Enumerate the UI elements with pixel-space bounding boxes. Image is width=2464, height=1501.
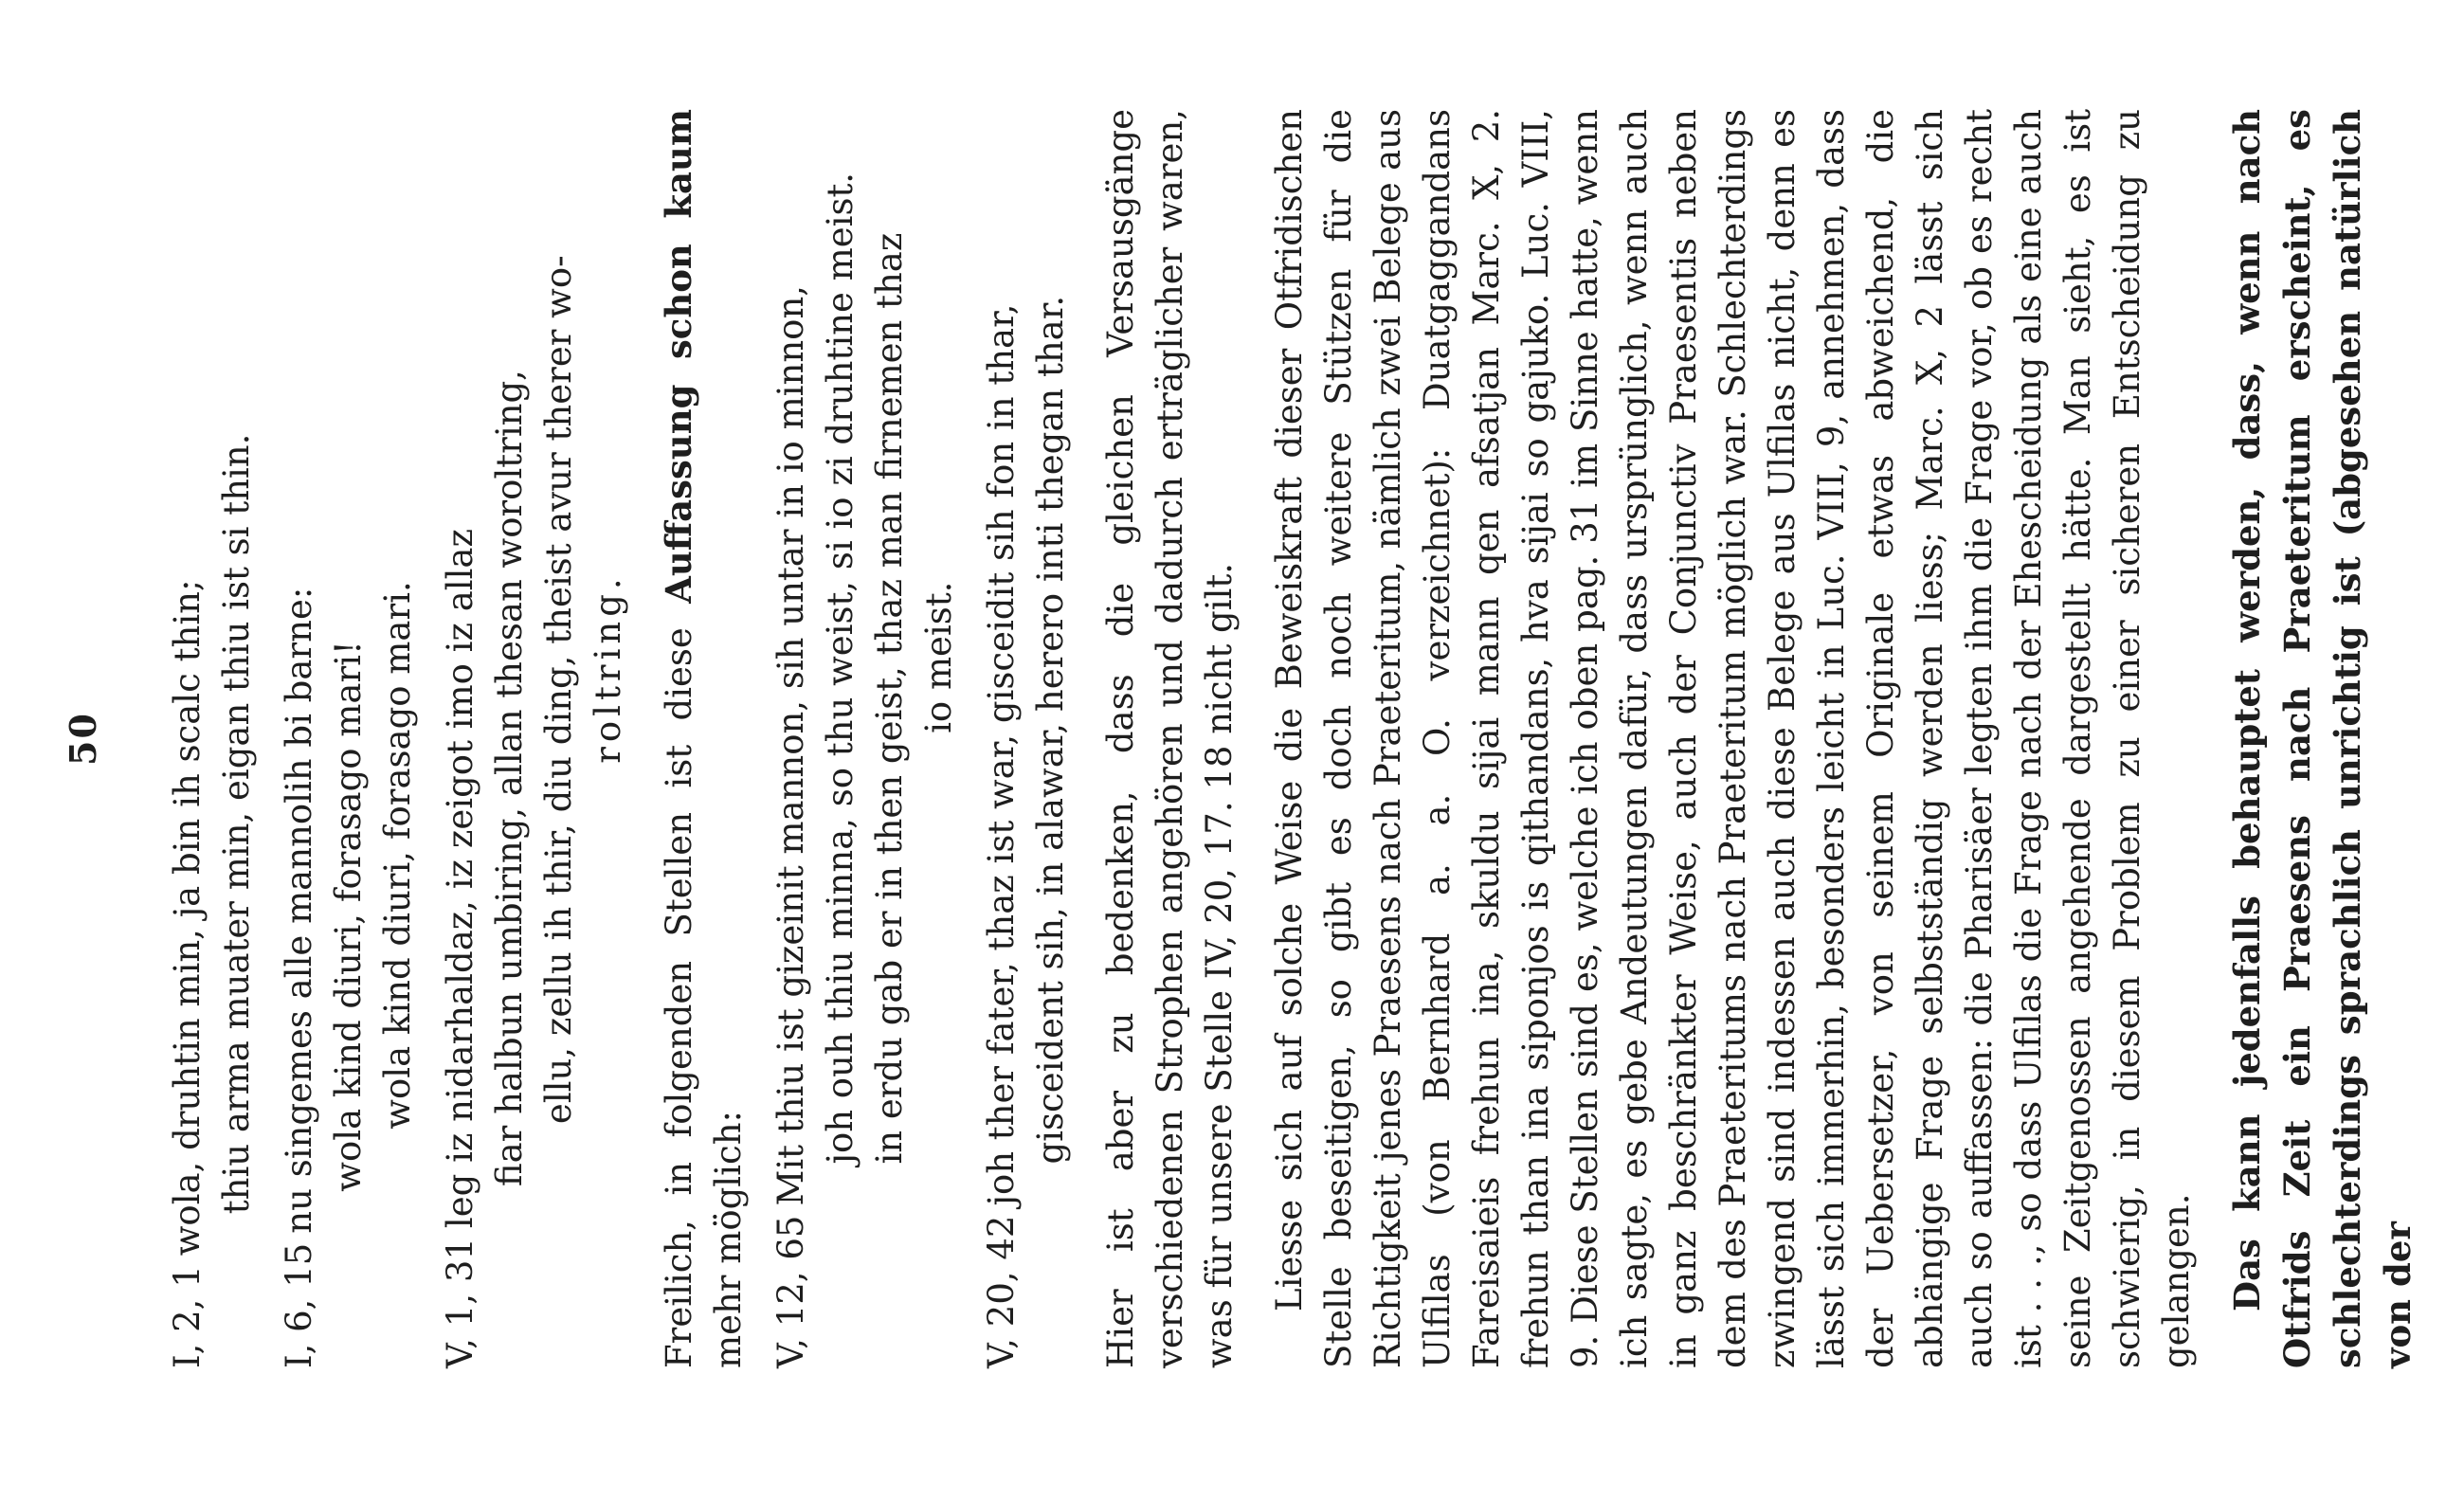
verse-reference: V, 20, 42 bbox=[981, 1215, 1022, 1368]
verse-line: thiu arma muater min, eigan thiu ist si thin. bbox=[216, 433, 257, 1215]
verse-block-b bbox=[767, 109, 1076, 1368]
verse-line: wola kind diuri, forasago mari! bbox=[328, 641, 369, 1192]
paragraph-liesse: Liesse sich auf solche Weise die Beweiskraft dieser Otfridischen Stelle beseitigen, so gibt es doch noch weitere Stützen für die Richtigkeit jenes Praesens nach Praeteritum, nämlich zwei Belege aus Ulfilas (von Bernhard a. a. O. verzeichnet): Duatgaggandans Fareisaieis frehun ina, skuldu sijai mann qen afsatjan Marc. X, 2. frehun than ina siponjos is qithandans, hva sijai so gajuko. Luc. VIII, 9. Diese Stellen sind es, welche ich oben pag. 31 im Sinne hatte, wenn ich sagte, es gebe Andeutungen dafür, dass ursprünglich, wenn auch in ganz beschränkter Weise, auch der Conjunctiv Praesentis neben dem des Praeteritums nach Praeteritum möglich war. Schlechterdings zwingend sind indessen auch diese Belege aus Ulfilas nicht, denn es lässt sich immerhin, besonders leicht in Luc. VIII, 9, annehmen, dass der Uebersetzer, von seinem Originale etwas abweichend, die abhängige Frage selbstständig werden liess; Marc. X, 2 lässt sich auch so auffassen: die Pharisäer legten ihm die Frage vor, ob es recht ist . . ., so dass Ulfilas die Frage nach der Ehescheidung als eine auch seine Zeitgenossen angehende dargestellt hätte. Man sieht, es ist schwierig, in diesem Problem zu einer sicheren Entscheidung zu gelangen. bbox=[1269, 109, 2197, 1368]
page-number: 50 bbox=[62, 712, 104, 766]
paragraph-freilich bbox=[654, 109, 753, 1368]
verse-line: in erdu gab er in then geist, thaz man firnemen thaz bbox=[869, 232, 910, 1165]
paragraph-text: Freilich, in folgenden Stellen ist diese bbox=[659, 627, 699, 1368]
verse-line: leg iz nidarhaldaz, iz zeigot imo iz allaz bbox=[440, 529, 480, 1229]
verse-reference: I, 6, 15 bbox=[279, 1242, 319, 1368]
paragraph-hier: Hier ist aber zu bedenken, dass die gleichen Versausgänge verschiedenen Strophen angehören und dadurch erträglicher waren, was für unsere Stelle IV, 20, 17. 18 nicht gilt. bbox=[1100, 109, 1240, 1368]
paragraph-text: mehr möglich: bbox=[708, 1111, 749, 1368]
verse-line: ellu, zellu ih thir, diu ding, theist avur therer wo- bbox=[538, 255, 579, 1125]
verse-line: io meist. bbox=[918, 581, 959, 733]
verse-line: joh ther fater, thaz ist war, gisceidit sih fon in thar, bbox=[981, 303, 1022, 1206]
verse-entry bbox=[163, 109, 262, 1368]
verse-block-a bbox=[163, 109, 633, 1368]
paragraph-das-kann bbox=[2222, 109, 2423, 1368]
verse-reference: V, 1, 31 bbox=[440, 1238, 480, 1368]
verse-line: gisceident sih, in alawar, herero inti thegan thar. bbox=[1030, 295, 1071, 1165]
verse-line: roltring. bbox=[588, 573, 628, 764]
verse-reference: V, 12, 65 bbox=[770, 1215, 811, 1368]
verse-entry bbox=[767, 109, 964, 1368]
verse-line: wola kind diuri, forasago mari. bbox=[377, 581, 418, 1130]
verse-line: Mit thiu ist gizeinit mannon, sih untar in io minnon, bbox=[770, 284, 811, 1206]
verse-reference: I, 2, 1 bbox=[167, 1265, 208, 1368]
verse-entry bbox=[436, 109, 633, 1368]
verse-line: joh ouh thiu minna, so thu weist, si io zi druhtine meist. bbox=[820, 172, 861, 1165]
verse-line: wola, druhtin min, ja bin ih scalc thin; bbox=[167, 579, 208, 1257]
verse-entry bbox=[275, 109, 423, 1368]
verse-entry bbox=[977, 109, 1076, 1368]
verse-line: nu singemes alle mannolih bi barne: bbox=[279, 587, 319, 1234]
paragraph-bold-text: Auffassung schon kaum bbox=[658, 109, 699, 604]
paragraph-bold-text: Das kann jedenfalls behauptet werden, dass, wenn nach Otfrids Zeit ein Praesens nach Praeteritum erscheint, es schlechterdings sprachlich unrichtig ist (abgesehen natürlich von der bbox=[2226, 109, 2419, 1368]
verse-line: fiar halbun umbiring, allan thesan woroltring, bbox=[489, 370, 530, 1187]
